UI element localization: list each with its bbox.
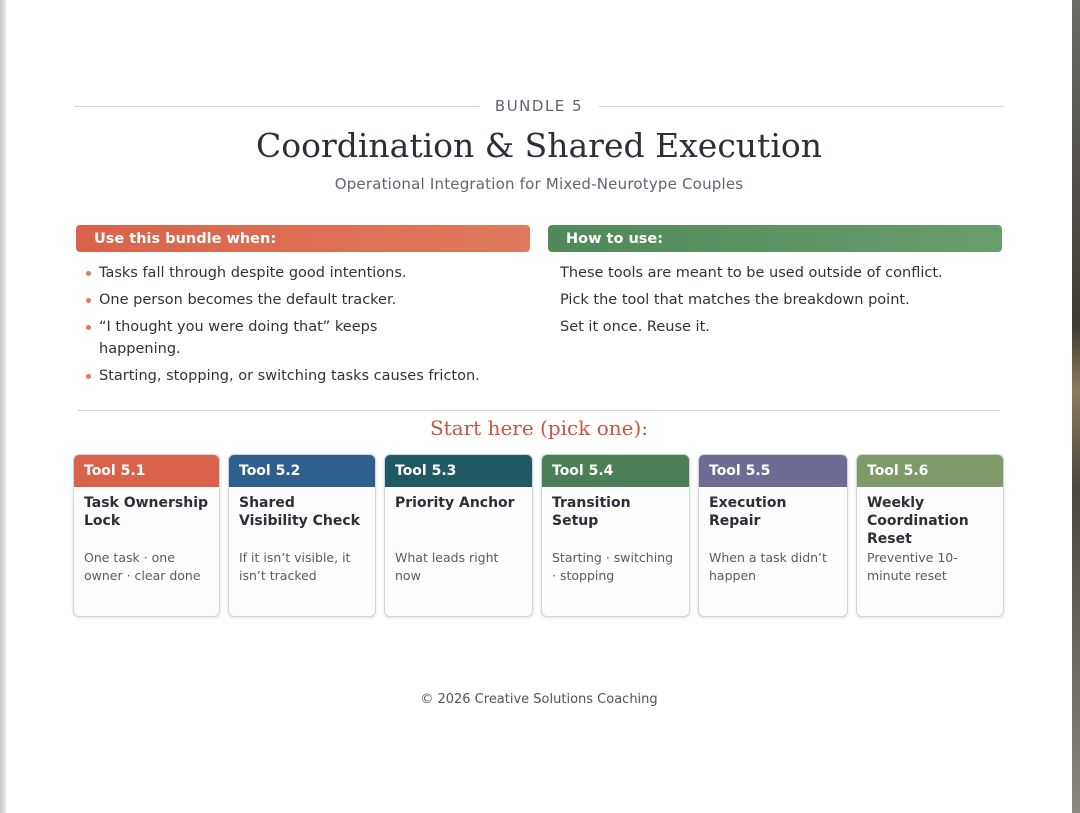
tool-card-label: Tool 5.5	[699, 455, 847, 487]
tool-card-label: Tool 5.1	[74, 455, 219, 487]
footer-copyright: © 2026 Creative Solutions Coaching	[420, 692, 658, 707]
page-subtitle: Operational Integration for Mixed-Neurotype Couples	[334, 175, 744, 193]
use-when-list	[86, 262, 526, 392]
tool-card-desc: If it isn’t visible, it isn’t tracked	[239, 550, 351, 583]
tool-card-title: Shared Visibility Check	[239, 495, 360, 529]
tool-card-title: Task Ownership Lock	[84, 495, 209, 529]
tool-card-label: Tool 5.3	[385, 455, 532, 487]
use-when-item: “I thought you were doing that” keeps happening.	[86, 316, 399, 360]
tool-card-5-6[interactable]	[856, 454, 1004, 617]
use-when-heading: Use this bundle when:	[76, 225, 530, 252]
tool-card-desc: Preventive 10-minute reset	[867, 550, 958, 583]
tool-card-label: Tool 5.2	[229, 455, 375, 487]
how-to-heading: How to use:	[548, 225, 1002, 252]
tool-card-title: Transition Setup	[552, 495, 631, 529]
bundle-rule-left	[74, 106, 479, 107]
start-here-heading: Start here (pick one):	[429, 416, 649, 440]
tool-card-desc: One task · one owner · clear done	[84, 550, 201, 583]
section-divider	[78, 410, 1000, 411]
how-to-line: Set it once. Reuse it.	[560, 319, 710, 335]
tool-card-5-1[interactable]	[73, 454, 220, 617]
document-page	[6, 0, 1072, 813]
use-when-item: Starting, stopping, or switching tasks causes fricton.	[86, 365, 526, 387]
bundle-header-row	[74, 94, 1004, 118]
tool-card-5-4[interactable]	[541, 454, 690, 617]
window-edge-right	[1072, 0, 1080, 813]
tool-card-label: Tool 5.4	[542, 455, 689, 487]
tool-card-desc: Starting · switching · stopping	[552, 550, 674, 583]
tool-card-5-2[interactable]	[228, 454, 376, 617]
tool-card-title: Priority Anchor	[395, 495, 515, 511]
how-to-line: Pick the tool that matches the breakdown point.	[560, 292, 910, 308]
tool-card-5-3[interactable]	[384, 454, 533, 617]
tool-card-title: Weekly Coordination Reset	[867, 495, 969, 547]
tool-card-5-5[interactable]	[698, 454, 848, 617]
use-when-item: One person becomes the default tracker.	[86, 289, 526, 311]
tool-card-title: Execution Repair	[709, 495, 787, 529]
tool-card-desc: When a task didn’t happen	[709, 550, 827, 583]
tool-card-label: Tool 5.6	[857, 455, 1003, 487]
bundle-label: BUNDLE 5	[494, 97, 584, 115]
how-to-list	[560, 262, 1000, 343]
use-when-item: Tasks fall through despite good intentions.	[86, 262, 526, 284]
bundle-rule-right	[599, 106, 1004, 107]
tool-card-desc: What leads right now	[395, 550, 499, 583]
how-to-line: These tools are meant to be used outside of conflict.	[560, 265, 943, 281]
page-title: Coordination & Shared Execution	[255, 126, 822, 165]
